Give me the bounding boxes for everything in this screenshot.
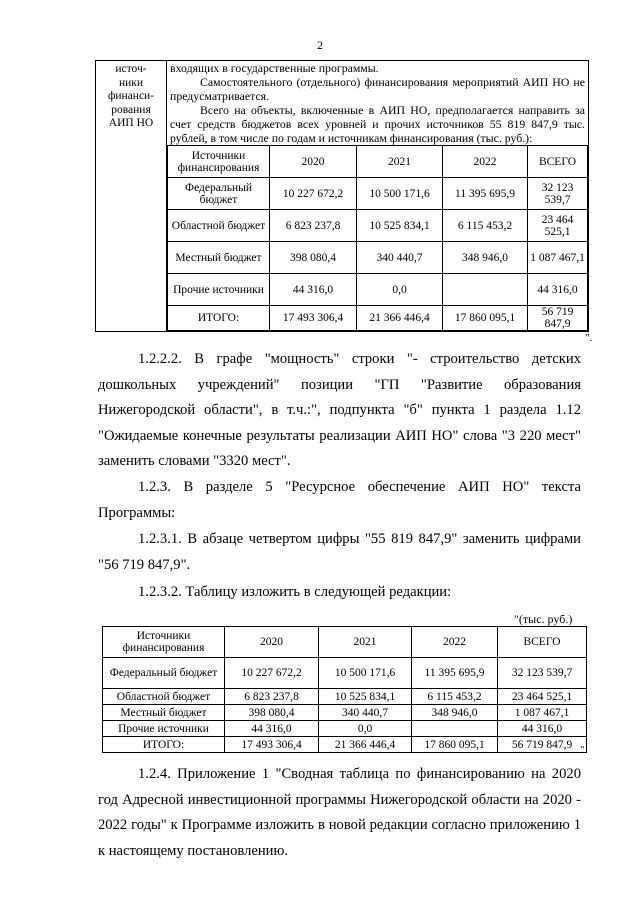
header-cell: 2020 bbox=[225, 627, 319, 658]
table-cell: 1 087 467,1 bbox=[528, 242, 588, 274]
table-header-row bbox=[103, 627, 587, 658]
content-paragraph-1: входящих в государственные программы. bbox=[170, 61, 379, 75]
table-cell: Областной бюджет bbox=[168, 210, 270, 242]
table-cell: 21 366 446,4 bbox=[357, 306, 443, 331]
table-cell: 6 823 237,8 bbox=[225, 689, 319, 705]
content-paragraph-3: Всего на объекты, включенные в АИП НО, предполагается направить за счет средств бюджетов всех уровней и прочих источников 55 819 847,9 тыс. рублей, в том числе по годам и источникам финансирования (тыс. руб.): bbox=[170, 103, 585, 145]
table-row bbox=[103, 721, 587, 737]
table-cell: 21 366 446,4 bbox=[319, 737, 412, 753]
header-cell: 2020 bbox=[270, 146, 357, 178]
header-cell: Источники финансирования bbox=[103, 627, 225, 658]
table-cell: 6 823 237,8 bbox=[270, 210, 357, 242]
table-cell: 32 123 539,7 bbox=[498, 658, 587, 689]
row-label-line: финанси- bbox=[107, 90, 155, 102]
table-cell: 6 115 453,2 bbox=[443, 210, 528, 242]
paragraph-1-2-3-1: 1.2.3.1. В абзаце четвертом цифры "55 819 847,9" заменить цифрами "56 719 847,9". bbox=[98, 531, 581, 573]
table-row bbox=[103, 705, 587, 721]
table-row bbox=[168, 274, 588, 306]
table-cell: 44 316,0 bbox=[270, 274, 357, 306]
table-cell: Областной бюджет bbox=[103, 689, 225, 705]
table-cell: Прочие источники bbox=[103, 721, 225, 737]
table-cell: 44 316,0 bbox=[528, 274, 588, 306]
table-cell: 398 080,4 bbox=[225, 705, 319, 721]
row-label-line: АИП НО bbox=[108, 117, 154, 129]
table-cell bbox=[443, 274, 528, 306]
paragraph-1-2-4: 1.2.4. Приложение 1 "Сводная таблица по финансированию на 2020 год Адресной инвестиционной программы Нижегородской области на 2020 - 2022 годы" к Программе изложить в новой редакции согласно приложению 1 к настоящему постановлению. bbox=[98, 766, 581, 859]
financing-table-new bbox=[102, 626, 587, 753]
table-cell: ИТОГО: bbox=[168, 306, 270, 331]
row-label-line: источ- bbox=[115, 63, 147, 75]
table-row bbox=[103, 658, 587, 689]
table-cell: 17 493 306,4 bbox=[225, 737, 319, 753]
table-row bbox=[168, 210, 588, 242]
table-cell: 340 440,7 bbox=[319, 705, 412, 721]
table-header-row bbox=[168, 146, 588, 178]
table-cell: 10 525 834,1 bbox=[319, 689, 412, 705]
table-cell: 44 316,0 bbox=[225, 721, 319, 737]
paragraph-1-2-3: 1.2.3. В разделе 5 "Ресурсное обеспечение АИП НО" текста Программы: bbox=[98, 479, 581, 521]
table-cell: Федеральный бюджет bbox=[168, 178, 270, 210]
table-cell: 0,0 bbox=[357, 274, 443, 306]
paragraph-1-2-2-2: 1.2.2.2. В графе "мощность" строки "- строительство детских дошкольных учреждений" позиции "ГП "Развитие образования Нижегородской области", в т.ч.:", подпункта "б" пункта 1 раздела 1.12 "Ожидаемые конечные результаты реализации АИП НО" слова "3 220 мест" заменить словами "3320 мест". bbox=[98, 351, 581, 469]
content-paragraph-2: Самостоятельного (отдельного) финансирования мероприятий АИП НО не предусматривается. bbox=[170, 75, 585, 103]
table-cell: 11 395 695,9 bbox=[443, 178, 528, 210]
table-cell: 23 464 525,1 bbox=[498, 689, 587, 705]
table-cell: 44 316,0 bbox=[498, 721, 587, 737]
row-label-line: ники bbox=[118, 76, 144, 89]
row-label-cell bbox=[96, 61, 167, 332]
table-cell: 17 860 095,1 bbox=[412, 737, 498, 753]
table-cell: ИТОГО: bbox=[103, 737, 225, 753]
table-total-row bbox=[168, 306, 588, 331]
table-total-row bbox=[103, 737, 587, 753]
table-cell: Местный бюджет bbox=[103, 705, 225, 721]
table-cell: 1 087 467,1 bbox=[498, 705, 587, 721]
table-cell: Прочие источники bbox=[168, 274, 270, 306]
table-cell bbox=[412, 721, 498, 737]
table-cell: 56 719 847,9 bbox=[528, 306, 588, 331]
table-cell: 348 946,0 bbox=[412, 705, 498, 721]
end-quote: ". bbox=[580, 744, 588, 756]
row-label-line: рования bbox=[111, 103, 151, 116]
table-cell: 340 440,7 bbox=[357, 242, 443, 274]
table-cell: 23 464 525,1 bbox=[528, 210, 588, 242]
table-cell: 32 123 539,7 bbox=[528, 178, 588, 210]
table-cell: 17 493 306,4 bbox=[270, 306, 357, 331]
table-cell: 348 946,0 bbox=[443, 242, 528, 274]
table-cell: Федеральный бюджет bbox=[103, 658, 225, 689]
unit-label: "(тыс. руб.) bbox=[514, 612, 573, 626]
table-cell: 0,0 bbox=[319, 721, 412, 737]
resources-table bbox=[95, 60, 589, 332]
financing-table-old bbox=[167, 145, 588, 331]
table-row bbox=[168, 178, 588, 210]
header-cell: 2022 bbox=[443, 146, 528, 178]
table-row bbox=[168, 242, 588, 274]
row-content-cell bbox=[167, 61, 589, 332]
table-cell: 10 227 672,2 bbox=[225, 658, 319, 689]
table-cell: 10 500 171,6 bbox=[319, 658, 412, 689]
header-cell: ВСЕГО bbox=[498, 627, 587, 658]
header-cell: ВСЕГО bbox=[528, 146, 588, 178]
table-cell: 10 500 171,6 bbox=[357, 178, 443, 210]
paragraph-1-2-3-2: 1.2.3.2. Таблицу изложить в следующей редакции: bbox=[138, 584, 452, 600]
table-cell: Местный бюджет bbox=[168, 242, 270, 274]
end-quote: ". bbox=[585, 332, 593, 344]
table-cell: 56 719 847,9 bbox=[498, 737, 587, 753]
header-cell: 2021 bbox=[319, 627, 412, 658]
header-cell: Источники финансирования bbox=[168, 146, 270, 178]
header-cell: 2022 bbox=[412, 627, 498, 658]
page-number: 2 bbox=[317, 38, 323, 52]
header-cell: 2021 bbox=[357, 146, 443, 178]
table-cell: 10 525 834,1 bbox=[357, 210, 443, 242]
table-cell: 17 860 095,1 bbox=[443, 306, 528, 331]
table-cell: 6 115 453,2 bbox=[412, 689, 498, 705]
table-row bbox=[103, 689, 587, 705]
table-cell: 398 080,4 bbox=[270, 242, 357, 274]
table-cell: 11 395 695,9 bbox=[412, 658, 498, 689]
table-cell: 10 227 672,2 bbox=[270, 178, 357, 210]
